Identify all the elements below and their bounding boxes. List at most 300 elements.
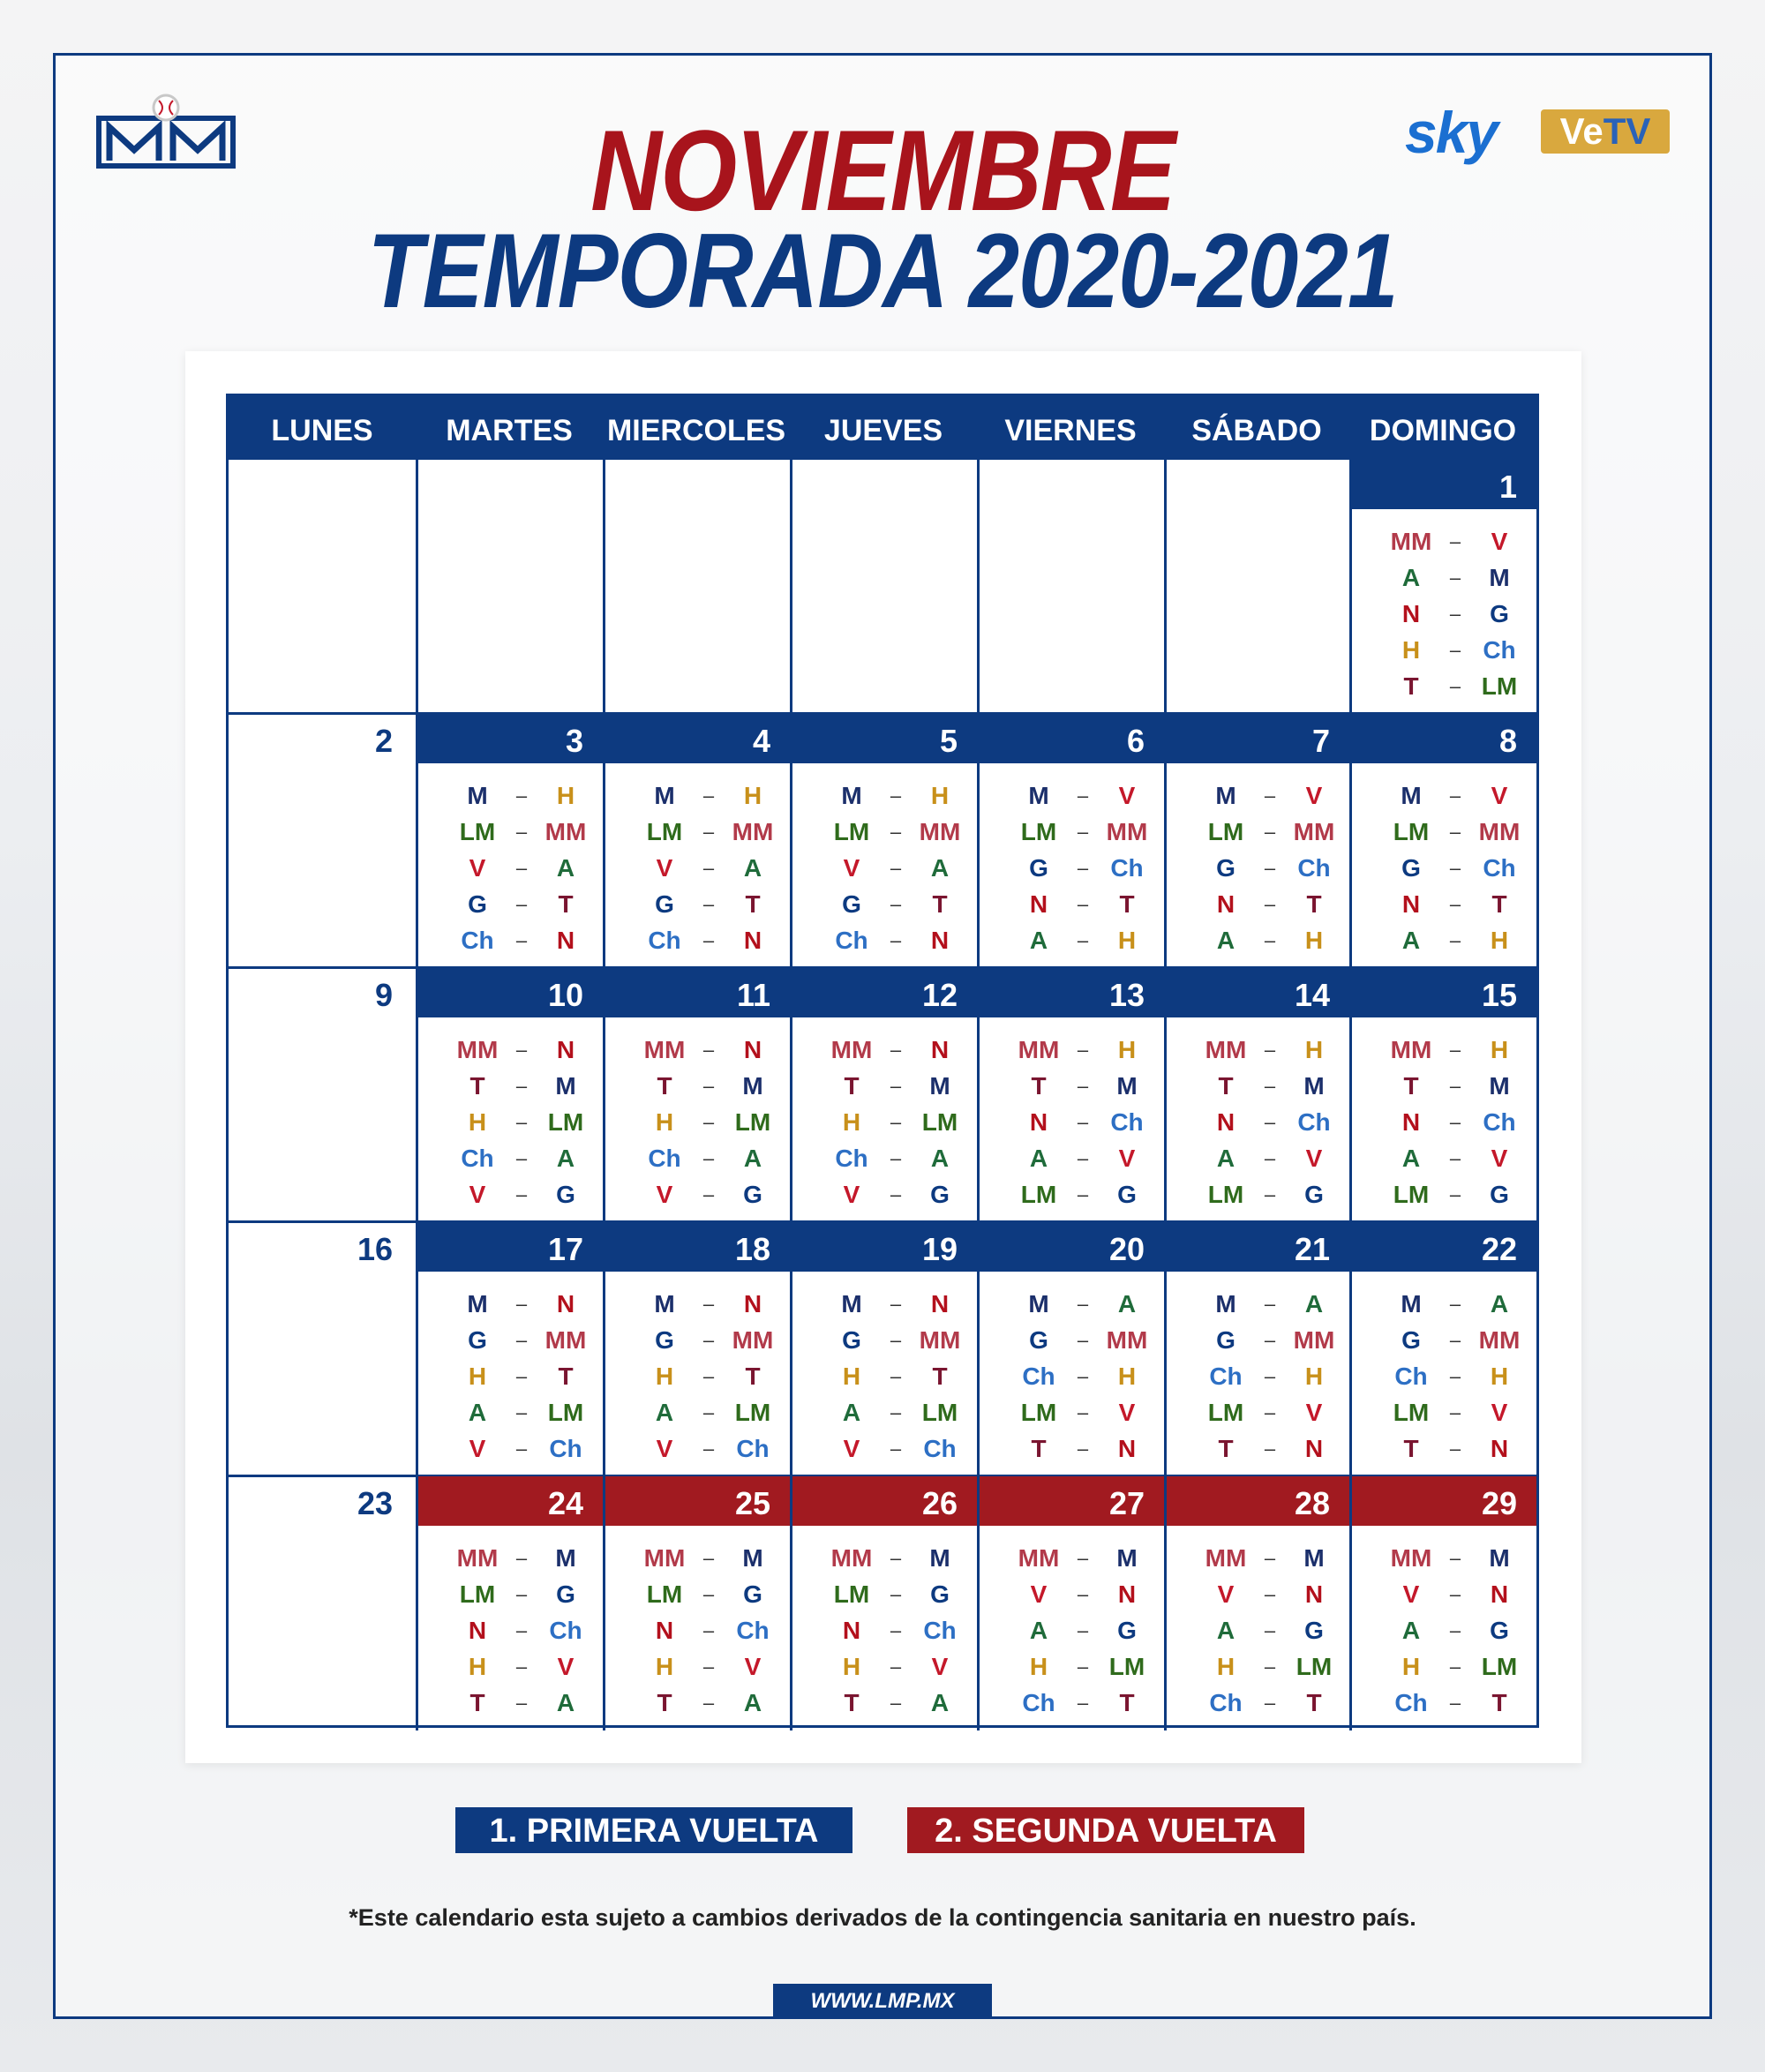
game-matchup bbox=[792, 1104, 977, 1140]
matchup-dash: – bbox=[1449, 639, 1461, 661]
week-row bbox=[229, 1222, 1536, 1476]
team-logo-icon: V bbox=[1118, 1145, 1136, 1172]
games-list bbox=[1352, 777, 1536, 958]
team-logo-icon: V bbox=[1305, 1145, 1323, 1172]
team-logo-icon: G bbox=[556, 1181, 575, 1208]
matchup-dash: – bbox=[1264, 929, 1276, 951]
team-logo-icon: M bbox=[1489, 1544, 1510, 1572]
team-logo-icon: V bbox=[843, 1435, 860, 1462]
team-logo-icon: MM bbox=[1390, 528, 1432, 555]
matchup-dash: – bbox=[1077, 1365, 1089, 1387]
game-matchup bbox=[1352, 559, 1536, 596]
team-logo-icon: A bbox=[743, 854, 762, 882]
matchup-dash: – bbox=[1264, 1147, 1276, 1169]
matchup-dash: – bbox=[1449, 1293, 1461, 1315]
team-logo-icon: LM bbox=[734, 1108, 771, 1136]
team-logo-icon: G bbox=[1304, 1181, 1324, 1208]
matchup-dash: – bbox=[890, 1438, 902, 1460]
game-matchup bbox=[1352, 1358, 1536, 1394]
team-logo-icon: Ch bbox=[549, 1617, 582, 1644]
team-logo-icon: G bbox=[1401, 854, 1421, 882]
team-logo-icon: N bbox=[1216, 1108, 1236, 1136]
team-logo-icon: G bbox=[1029, 1326, 1048, 1354]
matchup-dash: – bbox=[1449, 530, 1461, 552]
team-logo-icon: V bbox=[557, 1653, 575, 1680]
games-list bbox=[980, 1032, 1164, 1212]
matchup-dash: – bbox=[1077, 1401, 1089, 1423]
game-matchup bbox=[980, 1104, 1164, 1140]
team-logo-icon: LM bbox=[833, 1580, 870, 1608]
game-matchup bbox=[980, 1576, 1164, 1612]
game-matchup bbox=[1167, 1576, 1349, 1612]
team-logo-icon: Ch bbox=[736, 1435, 770, 1462]
matchup-dash: – bbox=[890, 857, 902, 879]
game-matchup bbox=[1352, 1104, 1536, 1140]
team-logo-icon: MM bbox=[1018, 1036, 1060, 1063]
day-cell bbox=[1349, 968, 1536, 1222]
game-matchup bbox=[1167, 1286, 1349, 1322]
team-logo-icon: T bbox=[1218, 1072, 1234, 1100]
team-logo-icon: Ch bbox=[835, 1145, 868, 1172]
games-list bbox=[980, 1286, 1164, 1467]
game-matchup bbox=[1352, 1032, 1536, 1068]
team-logo-icon: M bbox=[1401, 1290, 1422, 1318]
game-matchup bbox=[1352, 850, 1536, 886]
matchup-dash: – bbox=[1077, 1583, 1089, 1605]
game-matchup bbox=[1167, 1176, 1349, 1212]
team-logo-icon: G bbox=[1117, 1617, 1137, 1644]
day-cell bbox=[1164, 968, 1349, 1222]
matchup-dash: – bbox=[890, 1329, 902, 1351]
game-matchup bbox=[792, 777, 977, 814]
team-logo-icon: MM bbox=[1106, 818, 1148, 845]
team-logo-icon: H bbox=[655, 1108, 674, 1136]
matchup-dash: – bbox=[515, 1075, 528, 1097]
day-cell bbox=[229, 1476, 416, 1730]
team-logo-icon: T bbox=[844, 1072, 860, 1100]
team-logo-icon: M bbox=[555, 1072, 576, 1100]
team-logo-icon: H bbox=[655, 1363, 674, 1390]
team-logo-icon: N bbox=[556, 1036, 575, 1063]
game-matchup bbox=[605, 777, 790, 814]
team-logo-icon: H bbox=[1117, 1036, 1137, 1063]
day-cell bbox=[790, 968, 977, 1222]
day-cell bbox=[603, 1222, 790, 1476]
team-logo-icon: LM bbox=[1393, 1181, 1430, 1208]
team-logo-icon: G bbox=[655, 890, 674, 918]
team-logo-icon: A bbox=[930, 1689, 950, 1716]
day-header: LUNES bbox=[229, 396, 416, 460]
team-logo-icon: T bbox=[1403, 672, 1419, 700]
matchup-dash: – bbox=[1449, 1655, 1461, 1678]
team-logo-icon: T bbox=[1031, 1072, 1047, 1100]
day-number: 16 bbox=[357, 1231, 393, 1267]
team-logo-icon: G bbox=[930, 1580, 950, 1608]
matchup-dash: – bbox=[1077, 1619, 1089, 1641]
team-logo-icon: N bbox=[1401, 890, 1421, 918]
team-logo-icon: Ch bbox=[1297, 1108, 1331, 1136]
matchup-dash: – bbox=[1449, 1147, 1461, 1169]
legend-second-round: 2. SEGUNDA VUELTA bbox=[907, 1807, 1304, 1853]
team-logo-icon: A bbox=[930, 1145, 950, 1172]
team-logo-icon: G bbox=[468, 1326, 487, 1354]
game-matchup bbox=[1167, 777, 1349, 814]
game-matchup bbox=[418, 1140, 603, 1176]
matchup-dash: – bbox=[1264, 1075, 1276, 1097]
game-matchup bbox=[605, 1685, 790, 1721]
day-header: DOMINGO bbox=[1349, 396, 1536, 460]
team-logo-icon: G bbox=[743, 1181, 762, 1208]
day-number-bar: 10 bbox=[418, 968, 603, 1017]
team-logo-icon: V bbox=[1118, 782, 1136, 809]
day-number-bar: 14 bbox=[1167, 968, 1349, 1017]
team-logo-icon: H bbox=[1490, 1363, 1509, 1390]
team-logo-icon: T bbox=[844, 1689, 860, 1716]
matchup-dash: – bbox=[1264, 1329, 1276, 1351]
day-cell bbox=[790, 714, 977, 968]
day-number-bar: 22 bbox=[1352, 1222, 1536, 1272]
team-logo-icon: MM bbox=[919, 818, 961, 845]
game-matchup bbox=[1352, 1286, 1536, 1322]
matchup-dash: – bbox=[1077, 929, 1089, 951]
matchup-dash: – bbox=[1264, 893, 1276, 915]
game-matchup bbox=[1352, 1176, 1536, 1212]
day-cell bbox=[229, 968, 416, 1222]
team-logo-icon: M bbox=[742, 1072, 763, 1100]
team-logo-icon: H bbox=[842, 1653, 861, 1680]
day-header: VIERNES bbox=[977, 396, 1164, 460]
team-logo-icon: T bbox=[1306, 890, 1322, 918]
team-logo-icon: V bbox=[1217, 1580, 1235, 1608]
game-matchup bbox=[605, 1540, 790, 1576]
matchup-dash: – bbox=[702, 1438, 715, 1460]
team-logo-icon: MM bbox=[830, 1036, 873, 1063]
day-header: MIERCOLES bbox=[603, 396, 790, 460]
matchup-dash: – bbox=[702, 857, 715, 879]
team-logo-icon: MM bbox=[1293, 818, 1335, 845]
week-row bbox=[229, 1476, 1536, 1730]
team-logo-icon: H bbox=[930, 782, 950, 809]
matchup-dash: – bbox=[515, 1147, 528, 1169]
team-logo-icon: V bbox=[656, 1435, 673, 1462]
team-logo-icon: MM bbox=[1390, 1036, 1432, 1063]
matchup-dash: – bbox=[890, 1547, 902, 1569]
matchup-dash: – bbox=[1264, 1039, 1276, 1061]
team-logo-icon: T bbox=[1403, 1072, 1419, 1100]
team-logo-icon: LM bbox=[1207, 1399, 1244, 1426]
matchup-dash: – bbox=[1077, 857, 1089, 879]
team-logo-icon: Ch bbox=[1209, 1689, 1243, 1716]
day-cell bbox=[790, 1222, 977, 1476]
team-logo-icon: H bbox=[1490, 1036, 1509, 1063]
games-list bbox=[1352, 1286, 1536, 1467]
game-matchup bbox=[980, 886, 1164, 922]
team-logo-icon: A bbox=[1029, 927, 1048, 954]
matchup-dash: – bbox=[702, 1075, 715, 1097]
matchup-dash: – bbox=[702, 1293, 715, 1315]
game-matchup bbox=[792, 1322, 977, 1358]
team-logo-icon: Ch bbox=[1394, 1363, 1428, 1390]
game-matchup bbox=[1167, 1358, 1349, 1394]
games-list bbox=[792, 1540, 977, 1721]
matchup-dash: – bbox=[515, 821, 528, 843]
team-logo-icon: T bbox=[932, 1363, 948, 1390]
team-logo-icon: LM bbox=[1481, 672, 1518, 700]
day-number-bar: 3 bbox=[418, 714, 603, 763]
matchup-dash: – bbox=[702, 1183, 715, 1205]
matchup-dash: – bbox=[702, 1365, 715, 1387]
day-header: JUEVES bbox=[790, 396, 977, 460]
game-matchup bbox=[1167, 1540, 1349, 1576]
matchup-dash: – bbox=[1264, 1438, 1276, 1460]
team-logo-icon: A bbox=[1216, 1617, 1236, 1644]
matchup-dash: – bbox=[890, 821, 902, 843]
games-list bbox=[980, 1540, 1164, 1721]
matchup-dash: – bbox=[515, 1293, 528, 1315]
team-logo-icon: N bbox=[1401, 600, 1421, 627]
matchup-dash: – bbox=[1449, 1329, 1461, 1351]
team-logo-icon: H bbox=[468, 1363, 487, 1390]
team-logo-icon: G bbox=[655, 1326, 674, 1354]
matchup-dash: – bbox=[1449, 603, 1461, 625]
team-logo-icon: N bbox=[1490, 1580, 1509, 1608]
team-logo-icon: LM bbox=[833, 818, 870, 845]
team-logo-icon: M bbox=[1401, 782, 1422, 809]
day-number-bar: 24 bbox=[418, 1476, 603, 1526]
website-label[interactable]: WWW.LMP.MX bbox=[773, 1984, 992, 2017]
team-logo-icon: LM bbox=[1393, 1399, 1430, 1426]
day-number-bar: 15 bbox=[1352, 968, 1536, 1017]
game-matchup bbox=[1352, 523, 1536, 559]
team-logo-icon: M bbox=[1028, 782, 1049, 809]
team-logo-icon: N bbox=[1029, 1108, 1048, 1136]
team-logo-icon: G bbox=[1216, 854, 1236, 882]
team-logo-icon: T bbox=[469, 1072, 485, 1100]
team-logo-icon: A bbox=[1216, 927, 1236, 954]
game-matchup bbox=[1167, 1068, 1349, 1104]
team-logo-icon: LM bbox=[734, 1399, 771, 1426]
matchup-dash: – bbox=[702, 1401, 715, 1423]
matchup-dash: – bbox=[1264, 857, 1276, 879]
matchup-dash: – bbox=[515, 1329, 528, 1351]
team-logo-icon: LM bbox=[1296, 1653, 1333, 1680]
team-logo-icon: H bbox=[842, 1108, 861, 1136]
team-logo-icon: M bbox=[929, 1544, 950, 1572]
matchup-dash: – bbox=[515, 929, 528, 951]
games-list bbox=[418, 1540, 603, 1721]
team-logo-icon: H bbox=[1304, 927, 1324, 954]
game-matchup bbox=[792, 1430, 977, 1467]
game-matchup bbox=[1352, 777, 1536, 814]
team-logo-icon: N bbox=[1216, 890, 1236, 918]
day-header: MARTES bbox=[416, 396, 603, 460]
team-logo-icon: H bbox=[1304, 1363, 1324, 1390]
game-matchup bbox=[605, 814, 790, 850]
game-matchup bbox=[605, 1176, 790, 1212]
team-logo-icon: MM bbox=[545, 818, 587, 845]
day-cell bbox=[603, 714, 790, 968]
matchup-dash: – bbox=[515, 1111, 528, 1133]
team-logo-icon: MM bbox=[1106, 1326, 1148, 1354]
team-logo-icon: M bbox=[929, 1072, 950, 1100]
matchup-dash: – bbox=[1077, 821, 1089, 843]
matchup-dash: – bbox=[1264, 785, 1276, 807]
day-cell bbox=[229, 460, 416, 714]
game-matchup bbox=[1167, 922, 1349, 958]
game-matchup bbox=[418, 1358, 603, 1394]
matchup-dash: – bbox=[515, 857, 528, 879]
team-logo-icon: G bbox=[1490, 600, 1509, 627]
team-logo-icon: LM bbox=[1481, 1653, 1518, 1680]
games-list bbox=[1352, 523, 1536, 704]
game-matchup bbox=[605, 1068, 790, 1104]
matchup-dash: – bbox=[1264, 1655, 1276, 1678]
team-logo-icon: V bbox=[1491, 1399, 1508, 1426]
team-logo-icon: A bbox=[655, 1399, 674, 1426]
day-cell bbox=[977, 460, 1164, 714]
game-matchup bbox=[418, 1104, 603, 1140]
game-matchup bbox=[418, 1286, 603, 1322]
game-matchup bbox=[1352, 886, 1536, 922]
game-matchup bbox=[605, 1394, 790, 1430]
game-matchup bbox=[792, 1176, 977, 1212]
week-row bbox=[229, 460, 1536, 714]
matchup-dash: – bbox=[1449, 1547, 1461, 1569]
team-logo-icon: A bbox=[1401, 927, 1421, 954]
team-logo-icon: N bbox=[743, 1036, 762, 1063]
team-logo-icon: LM bbox=[646, 1580, 683, 1608]
matchup-dash: – bbox=[890, 893, 902, 915]
team-logo-icon: T bbox=[745, 1363, 761, 1390]
matchup-dash: – bbox=[1264, 1619, 1276, 1641]
team-logo-icon: G bbox=[1490, 1181, 1509, 1208]
day-cell bbox=[790, 460, 977, 714]
matchup-dash: – bbox=[890, 1365, 902, 1387]
team-logo-icon: MM bbox=[732, 1326, 774, 1354]
matchup-dash: – bbox=[702, 1583, 715, 1605]
day-number: 9 bbox=[374, 977, 393, 1013]
team-logo-icon: LM bbox=[459, 1580, 496, 1608]
team-logo-icon: LM bbox=[547, 1108, 584, 1136]
team-logo-icon: MM bbox=[919, 1326, 961, 1354]
matchup-dash: – bbox=[702, 1619, 715, 1641]
team-logo-icon: H bbox=[1304, 1036, 1324, 1063]
team-logo-icon: N bbox=[1029, 890, 1048, 918]
games-list bbox=[1352, 1032, 1536, 1212]
team-logo-icon: A bbox=[556, 1145, 575, 1172]
games-list bbox=[418, 1032, 603, 1212]
game-matchup bbox=[792, 1032, 977, 1068]
team-logo-icon: LM bbox=[547, 1399, 584, 1426]
team-logo-icon: T bbox=[1031, 1435, 1047, 1462]
matchup-dash: – bbox=[515, 893, 528, 915]
team-logo-icon: H bbox=[1117, 927, 1137, 954]
matchup-dash: – bbox=[1449, 893, 1461, 915]
game-matchup bbox=[792, 1685, 977, 1721]
game-matchup bbox=[980, 1068, 1164, 1104]
matchup-dash: – bbox=[1264, 1111, 1276, 1133]
team-logo-icon: M bbox=[1028, 1290, 1049, 1318]
team-logo-icon: G bbox=[743, 1580, 762, 1608]
team-logo-icon: Ch bbox=[549, 1435, 582, 1462]
matchup-dash: – bbox=[515, 1365, 528, 1387]
team-logo-icon: MM bbox=[1478, 1326, 1521, 1354]
team-logo-icon: H bbox=[468, 1108, 487, 1136]
matchup-dash: – bbox=[1077, 1147, 1089, 1169]
team-logo-icon: V bbox=[744, 1653, 762, 1680]
game-matchup bbox=[1352, 1685, 1536, 1721]
matchup-dash: – bbox=[515, 1692, 528, 1714]
matchup-dash: – bbox=[702, 785, 715, 807]
game-matchup bbox=[1352, 632, 1536, 668]
games-list bbox=[1167, 1286, 1349, 1467]
game-matchup bbox=[980, 1286, 1164, 1322]
team-logo-icon: N bbox=[556, 927, 575, 954]
game-matchup bbox=[980, 1176, 1164, 1212]
team-logo-icon: V bbox=[1305, 782, 1323, 809]
day-number-bar: 4 bbox=[605, 714, 790, 763]
team-logo-icon: H bbox=[743, 782, 762, 809]
game-matchup bbox=[980, 850, 1164, 886]
game-matchup bbox=[418, 1430, 603, 1467]
game-matchup bbox=[1167, 1140, 1349, 1176]
game-matchup bbox=[418, 1612, 603, 1648]
day-cell bbox=[603, 968, 790, 1222]
day-cell bbox=[416, 1222, 603, 1476]
team-logo-icon: Ch bbox=[736, 1617, 770, 1644]
team-logo-icon: Ch bbox=[1297, 854, 1331, 882]
team-logo-icon: V bbox=[843, 1181, 860, 1208]
matchup-dash: – bbox=[1449, 1583, 1461, 1605]
day-number-bar: 11 bbox=[605, 968, 790, 1017]
game-matchup bbox=[980, 1358, 1164, 1394]
team-logo-icon: M bbox=[555, 1544, 576, 1572]
team-logo-icon: Ch bbox=[923, 1617, 957, 1644]
team-logo-icon: V bbox=[1030, 1580, 1048, 1608]
matchup-dash: – bbox=[515, 1438, 528, 1460]
team-logo-icon: A bbox=[468, 1399, 487, 1426]
team-logo-icon: MM bbox=[830, 1544, 873, 1572]
team-logo-icon: Ch bbox=[1022, 1363, 1055, 1390]
game-matchup bbox=[605, 1648, 790, 1685]
game-matchup bbox=[605, 1140, 790, 1176]
team-logo-icon: H bbox=[1216, 1653, 1236, 1680]
team-logo-icon: V bbox=[1491, 528, 1508, 555]
game-matchup bbox=[1352, 1394, 1536, 1430]
games-list bbox=[605, 1540, 790, 1721]
matchup-dash: – bbox=[1449, 1438, 1461, 1460]
game-matchup bbox=[792, 814, 977, 850]
team-logo-icon: LM bbox=[1393, 818, 1430, 845]
day-number-bar: 7 bbox=[1167, 714, 1349, 763]
team-logo-icon: G bbox=[556, 1580, 575, 1608]
game-matchup bbox=[792, 1576, 977, 1612]
day-cell bbox=[977, 714, 1164, 968]
team-logo-icon: LM bbox=[1020, 818, 1057, 845]
game-matchup bbox=[792, 886, 977, 922]
game-matchup bbox=[1167, 1612, 1349, 1648]
game-matchup bbox=[605, 850, 790, 886]
team-logo-icon: H bbox=[1401, 636, 1421, 664]
game-matchup bbox=[980, 1322, 1164, 1358]
matchup-dash: – bbox=[1449, 785, 1461, 807]
team-logo-icon: N bbox=[930, 1290, 950, 1318]
team-logo-icon: LM bbox=[1207, 818, 1244, 845]
games-list bbox=[418, 1286, 603, 1467]
matchup-dash: – bbox=[890, 1692, 902, 1714]
game-matchup bbox=[980, 1430, 1164, 1467]
game-matchup bbox=[605, 1032, 790, 1068]
